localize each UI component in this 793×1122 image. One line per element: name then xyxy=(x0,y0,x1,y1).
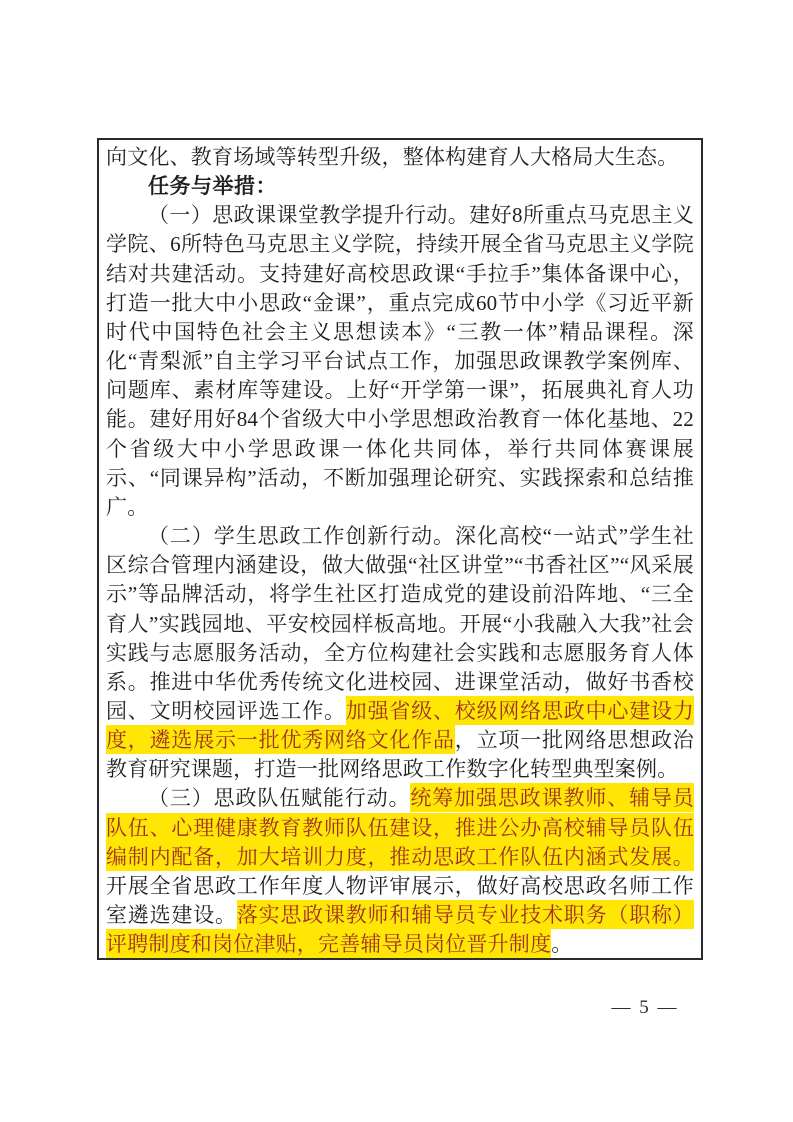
text-run: 开展全省思政工作年度人物评审展示，做好高校思政名师工作室遴选建设。 xyxy=(106,873,694,928)
highlighted-text-run: 统筹加强思政课教师、辅导员队伍、心理健康教育教师队伍建设，推进公办高校辅导员队伍编制内配备，加大培训力度，推动思政工作队伍内涵式发展。 xyxy=(106,783,694,870)
paragraph xyxy=(106,143,694,172)
document-body xyxy=(106,143,694,960)
text-run: （三）思政队伍赋能行动。 xyxy=(148,786,411,811)
paragraph xyxy=(106,784,694,959)
page-number: — 5 — xyxy=(611,997,679,1018)
paragraph xyxy=(106,201,694,522)
highlighted-text-run: 落实思政课教师和辅导员专业技术职务（职称）评聘制度和岗位津贴，完善辅导员岗位晋升制度 xyxy=(106,900,694,958)
content-border-box xyxy=(97,138,703,960)
paragraph xyxy=(106,522,694,784)
text-run: 向文化、教育场域等转型升级，整体构建育人大格局大生态。 xyxy=(106,145,679,169)
bold-heading-run: 任务与举措： xyxy=(148,175,277,199)
text-run: （一）思政课课堂教学提升行动。建好8所重点马克思主义学院、6所特色马克思主义学院，持续开展全省马克思主义学院结对共建活动。支持建好高校思政课“手拉手”集体备课中心，打造一批大中小思政“金课”，重点完成60节中小学《习近平新时代中国特色社会主义思想读本》“三教一体”精品课程。深化“青梨派”自主学习平台试点工作，加强思政课教学案例库、问题库、素材库等建设。上好“开学第一课”，拓展典礼育人功能。建好用好84个省级大中小学思想政治教育一体化基地、22个省级大中小学思政课一体化共同体，举行共同体赛课展示、“同课异构”活动，不断加强理论研究、实践探索和总结推广。 xyxy=(106,203,694,519)
text-run: （二）学生思政工作创新行动。深化高校“一站式”学生社区综合管理内涵建设，做大做强“社区讲堂”“书香社区”“风采展示”等品牌活动，将学生社区打造成党的建设前沿阵地、“三全育人”实践园地、平安校园样板高地。开展“小我融入大我”社会实践与志愿服务活动，全方位构建社会实践和志愿服务育人体系。推进中华优秀传统文化进校园、进课堂活动，做好书香校园、文明校园评选工作。 xyxy=(106,524,694,723)
paragraph xyxy=(106,172,694,201)
paragraph xyxy=(106,959,694,960)
highlighted-text-run: 加强省级、校级网络思政中心建设力度，遴选展示一批优秀网络文化作品 xyxy=(106,696,694,754)
text-run: ，立项一批网络思想政治教育研究课题，打造一批网络思政工作数字化转型典型案例。 xyxy=(106,728,694,782)
text-run: 。 xyxy=(551,932,573,957)
